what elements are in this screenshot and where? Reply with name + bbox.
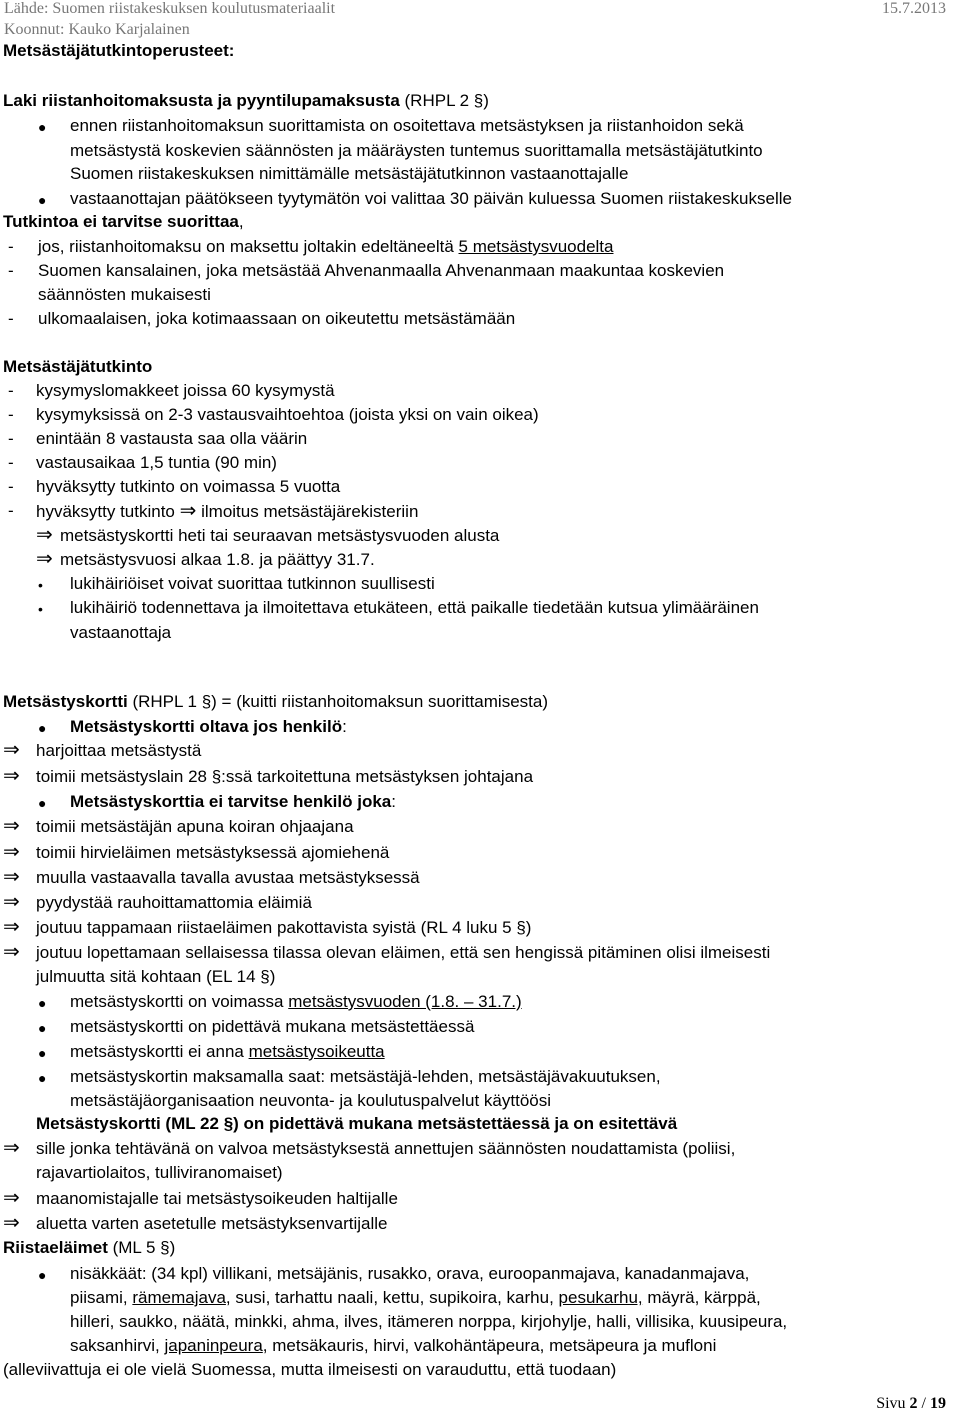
dash-icon: - — [8, 381, 14, 400]
sec3-arrow-8-l1: joutuu lopettamaan sellaisessa tilassa olevan eläimen, että sen hengissä pitäminen olisi ilmeisesti — [36, 943, 771, 962]
sec2-arrow-1: metsästyskortti heti tai seuraavan metsästysvuoden alusta — [60, 526, 500, 545]
bullet-icon: ● — [38, 795, 47, 811]
bullet-icon: ● — [38, 1267, 47, 1283]
page-number: Sivu 2 / 19 — [876, 1395, 946, 1412]
sec3-arrow-2: toimii metsästyslain 28 §:ssä tarkoitettuna metsästyksen johtajana — [36, 767, 534, 786]
dash-icon: - — [8, 429, 14, 448]
sec3-bullet-4-l1: metsästyskortin maksamalla saat: metsästäjä-lehden, metsästäjävakuutuksen, — [70, 1067, 661, 1086]
double-arrow-icon: ⇒ — [3, 739, 20, 761]
dash-icon: - — [8, 477, 14, 496]
bullet-icon: ● — [38, 1070, 47, 1086]
sec1-b1-l2: metsästystä koskevien säännösten ja määräysten tuntemus suorittamalla metsästäjätutkinto — [70, 141, 763, 160]
dash-icon: - — [8, 453, 14, 472]
bullet-icon: ● — [38, 119, 47, 135]
sec2-item-6: hyväksytty tutkinto ⇒ ilmoitus metsästäjärekisteriin — [36, 500, 419, 522]
sec3-bullet-1: metsästyskortti on voimassa metsästysvuoden (1.8. – 31.7.) — [70, 992, 522, 1011]
bullet-icon: ● — [38, 1045, 47, 1061]
sec4-note: (alleviivattuja ei ole vielä Suomessa, mutta ilmeisesti on varauduttu, että tuodaan) — [3, 1360, 617, 1379]
double-arrow-icon: ⇒ — [3, 765, 20, 787]
dash-icon: - — [8, 501, 14, 520]
page-title: Metsästäjätutkintoperusteet: — [3, 41, 235, 60]
sec3-bullet-heading-1: Metsästyskortti oltava jos henkilö: — [70, 717, 347, 736]
sec3-arrow-10: maanomistajalle tai metsästysoikeuden haltijalle — [36, 1189, 398, 1208]
sec1-d2-l2: säännösten mukaisesti — [38, 285, 211, 304]
double-arrow-icon: ⇒ — [3, 1137, 20, 1159]
sec3-arrow-11: aluetta varten asetetulle metsästyksenvartijalle — [36, 1214, 388, 1233]
sec3-arrow-7: joutuu tappamaan riistaeläimen pakottavista syistä (RL 4 luku 5 §) — [36, 918, 532, 937]
bullet-icon: ● — [38, 192, 47, 208]
double-arrow-icon: ⇒ — [3, 941, 20, 963]
sec4-l3: hilleri, saukko, näätä, minkki, ahma, ilves, itämeren norppa, kirjohylje, halli, villisika, kuusipeura, — [70, 1312, 788, 1331]
sec1-subheading: Tutkintoa ei tarvitse suorittaa, — [3, 212, 244, 231]
sec1-d1: jos, riistanhoitomaksu on maksettu joltakin edeltäneeltä 5 metsästysvuodelta — [38, 237, 614, 256]
sec3-arrow-4: toimii hirvieläimen metsästyksessä ajomiehenä — [36, 843, 390, 862]
sec1-d3: ulkomaalaisen, joka kotimaassaan on oikeutettu metsästämään — [38, 309, 516, 328]
sec2-arrow-2: metsästysvuosi alkaa 1.8. ja päättyy 31.7. — [60, 550, 375, 569]
sec4-l1: nisäkkäät: (34 kpl) villikani, metsäjänis, rusakko, orava, euroopanmajava, kanadanmajava, — [70, 1264, 750, 1283]
sec3-bullet-4-l2: metsästäjäorganisaation neuvonta- ja koulutuspalvelut käyttöösi — [70, 1091, 552, 1110]
sec3-heading: Metsästyskortti (RHPL 1 §) = (kuitti riistanhoitomaksun suorittamisesta) — [3, 692, 548, 711]
dash-icon: - — [8, 309, 14, 328]
sec3-arrow-9-l2: rajavartiolaitos, tulliviranomaiset) — [36, 1163, 283, 1182]
sec2-item-5: hyväksytty tutkinto on voimassa 5 vuotta — [36, 477, 341, 496]
header-date: 15.7.2013 — [882, 0, 946, 17]
sec3-arrow-6: pyydystää rauhoittamattomia eläimiä — [36, 893, 312, 912]
sec2-bullet-2-l1: lukihäiriö todennettava ja ilmoitettava etukäteen, että paikalle tiedetään kutsua ylimääräinen — [70, 598, 759, 617]
sec1-b2: vastaanottajan päätökseen tyytymätön voi valittaa 30 päivän kuluessa Suomen riistakeskukselle — [70, 189, 792, 208]
sec3-arrow-9-l1: sille jonka tehtävänä on valvoa metsästyksestä annettujen säännösten noudattamista (poliisi, — [36, 1139, 736, 1158]
bullet-icon: ● — [38, 720, 47, 736]
dash-icon: - — [8, 261, 14, 280]
double-arrow-icon: ⇒ — [3, 1212, 20, 1234]
sec1-b1-l1: ennen riistanhoitomaksun suorittamista on osoitettava metsästyksen ja riistanhoidon sekä — [70, 116, 744, 135]
sec3-arrow-8-l2: julmuutta sitä kohtaan (EL 14 §) — [36, 967, 276, 986]
sec2-item-2: kysymyksissä on 2-3 vastausvaihtoehtoa (joista yksi on vain oikea) — [36, 405, 539, 424]
double-arrow-icon: ⇒ — [3, 815, 20, 837]
sec3-bullet-3: metsästyskortti ei anna metsästysoikeutta — [70, 1042, 385, 1061]
dash-icon: - — [8, 237, 14, 256]
bullet-icon: ● — [38, 995, 47, 1011]
bullet-icon: ● — [38, 1020, 47, 1036]
double-arrow-icon: ⇒ — [36, 524, 53, 546]
sec2-item-3: enintään 8 vastausta saa olla väärin — [36, 429, 308, 448]
double-arrow-icon: ⇒ — [3, 891, 20, 913]
bullet-icon: • — [38, 577, 43, 593]
double-arrow-icon: ⇒ — [3, 841, 20, 863]
sec3-arrow-5: muulla vastaavalla tavalla avustaa metsästyksessä — [36, 868, 420, 887]
sec2-bullet-2-l2: vastaanottaja — [70, 623, 172, 642]
sec1-d2-l1: Suomen kansalainen, joka metsästää Ahvenanmaalla Ahvenanmaan maakuntaa koskevien — [38, 261, 725, 280]
header-compiler: Koonnut: Kauko Karjalainen — [4, 21, 190, 38]
double-arrow-icon: ⇒ — [3, 1187, 20, 1209]
sec2-item-1: kysymyslomakkeet joissa 60 kysymystä — [36, 381, 335, 400]
double-arrow-icon: ⇒ — [3, 916, 20, 938]
sec1-b1-l3: Suomen riistakeskuksen nimittämälle metsästäjätutkinnon vastaanottajalle — [70, 164, 629, 183]
double-arrow-icon: ⇒ — [36, 548, 53, 570]
sec2-heading: Metsästäjätutkinto — [3, 357, 153, 376]
sec4-heading: Riistaeläimet (ML 5 §) — [3, 1238, 176, 1257]
sec2-bullet-1: lukihäiriöiset voivat suorittaa tutkinnon suullisesti — [70, 574, 435, 593]
header-source: Lähde: Suomen riistakeskuksen koulutusmateriaalit — [4, 0, 336, 17]
sec3-arrow-3: toimii metsästäjän apuna koiran ohjaajana — [36, 817, 354, 836]
sec4-l2: piisami, rämemajava, susi, tarhattu naali, kettu, supikoira, karhu, pesukarhu, mäyrä, kärppä, — [70, 1288, 761, 1307]
sec3-subheading: Metsästyskortti (ML 22 §) on pidettävä mukana metsästettäessä ja on esitettävä — [36, 1114, 678, 1133]
sec2-item-4: vastausaikaa 1,5 tuntia (90 min) — [36, 453, 277, 472]
double-arrow-icon: ⇒ — [179, 500, 197, 522]
sec3-bullet-heading-2: Metsästyskorttia ei tarvitse henkilö joka: — [70, 792, 396, 811]
sec4-l4: saksanhirvi, japaninpeura, metsäkauris, hirvi, valkohäntäpeura, metsäpeura ja mufloni — [70, 1336, 717, 1355]
double-arrow-icon: ⇒ — [3, 866, 20, 888]
sec3-bullet-2: metsästyskortti on pidettävä mukana metsästettäessä — [70, 1017, 475, 1036]
bullet-icon: • — [38, 601, 43, 617]
dash-icon: - — [8, 405, 14, 424]
sec3-arrow-1: harjoittaa metsästystä — [36, 741, 202, 760]
sec1-heading: Laki riistanhoitomaksusta ja pyyntilupamaksusta (RHPL 2 §) — [3, 91, 489, 110]
